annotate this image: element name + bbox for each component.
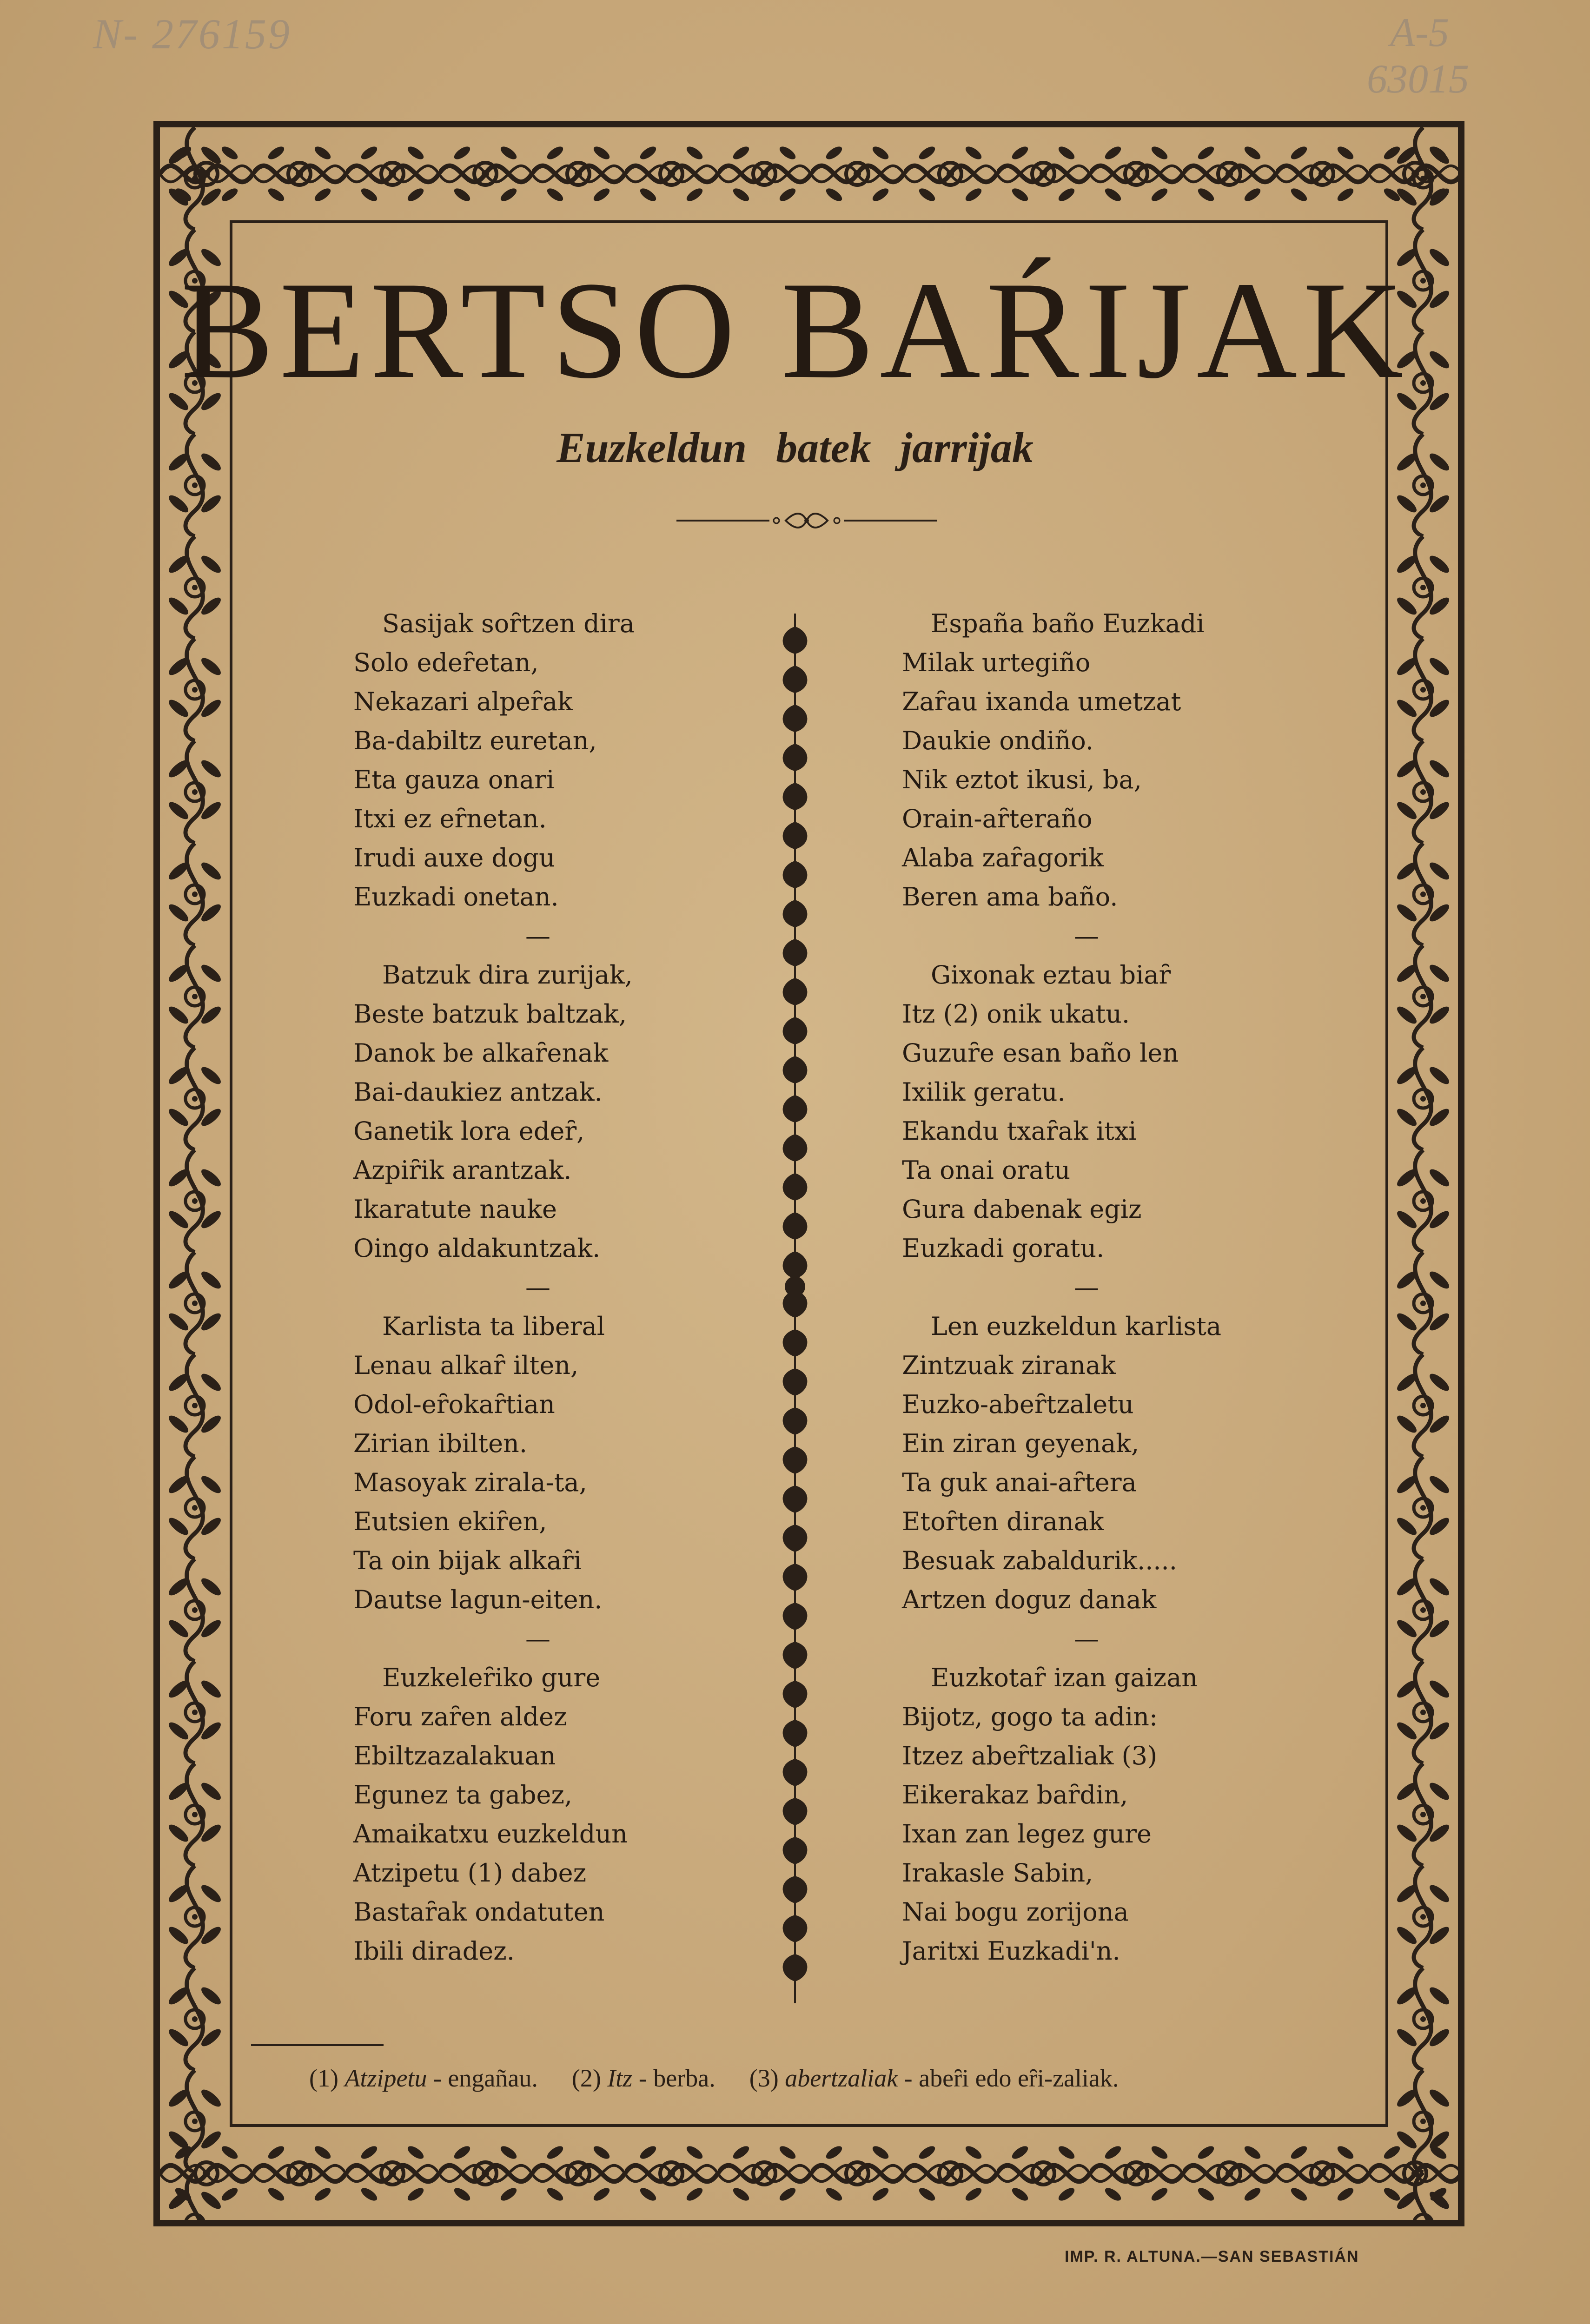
verse-line: Eta gauza onari [353, 765, 555, 794]
verse-line: Eikerakaz baȓdin, [902, 1780, 1128, 1809]
verse-line: Nekazari alpeȓak [353, 687, 573, 716]
verse-line: Ta oin bijak alkaȓi [353, 1546, 582, 1575]
archive-code-line2: 63015 [1367, 57, 1469, 102]
verse-line: Azpiȓik arantzak. [353, 1155, 572, 1185]
verse-line: Beste batzuk baltzak, [353, 999, 627, 1029]
stanza [902, 956, 1320, 1268]
verse-line: Ebiltzazalakuan [353, 1741, 556, 1770]
footnote-rule [251, 2044, 384, 2046]
stanza-separator: — [1074, 1624, 1099, 1653]
verse-line: Euzko-abeȓtzaletu [902, 1390, 1134, 1419]
left-poem-column [353, 604, 772, 1971]
title-divider-ornament [676, 509, 937, 532]
verse-line: Irudi auxe dogu [353, 843, 555, 872]
verse-line: Masoyak zirala-ta, [353, 1468, 587, 1497]
verse-line: Itz (2) onik ukatu. [902, 999, 1130, 1029]
footnotes [309, 2064, 1119, 2093]
verse-line: Daukie ondiño. [902, 726, 1094, 755]
verse-line: Gixonak eztau biaȓ [931, 960, 1171, 990]
verse-line: Dautse lagun-eiten. [353, 1585, 603, 1614]
verse-line: Odol-eȓokaȓtian [353, 1390, 555, 1419]
verse-line: Ta guk anai-aȓtera [902, 1468, 1137, 1497]
verse-line: Ikaratute nauke [353, 1195, 557, 1224]
archive-number: N- 276159 [93, 10, 292, 58]
verse-line: Foru zaȓen aldez [353, 1702, 567, 1731]
stanza [353, 604, 772, 917]
verse-line: España baño Euzkadi [931, 609, 1205, 638]
right-poem-column [902, 604, 1320, 1971]
verse-line: Irakasle Sabin, [902, 1858, 1093, 1888]
verse-line: Sasijak soȓtzen dira [382, 609, 635, 638]
verse-line: Alaba zaȓagorik [902, 843, 1104, 872]
stanza [353, 1658, 772, 1971]
verse-line: Oingo aldakuntzak. [353, 1234, 601, 1263]
verse-line: Ta onai oratu [902, 1155, 1071, 1185]
verse-line: Artzen doguz danak [902, 1585, 1157, 1614]
footnote-1: (1) Atzipetu - engañau. [309, 2064, 538, 2092]
stanza-separator: — [525, 921, 550, 951]
center-vine-ornament [772, 614, 818, 2003]
verse-line: Euzkadi goratu. [902, 1234, 1105, 1263]
frame-top-ornament [160, 127, 1458, 220]
stanza-separator: — [525, 1624, 550, 1653]
stanza [353, 1307, 772, 1619]
verse-line: Ba-dabiltz euretan, [353, 726, 597, 755]
page-title: BERTSO BAŔIJAK [181, 253, 1409, 407]
verse-line: Etoȓten diranak [902, 1507, 1104, 1536]
verse-line: Itzez abeȓtzaliak (3) [902, 1741, 1158, 1770]
verse-line: Gura dabenak egiz [902, 1195, 1142, 1224]
verse-line: Bai-daukiez antzak. [353, 1077, 603, 1107]
archive-code-line1: A-5 [1390, 10, 1450, 55]
verse-line: Ekandu txaȓak itxi [902, 1116, 1137, 1146]
stanza [902, 1658, 1320, 1971]
verse-line: Zirian ibilten. [353, 1429, 527, 1458]
verse-line: Batzuk dira zurijak, [382, 960, 633, 990]
verse-line: Eutsien ekiȓen, [353, 1507, 547, 1536]
verse-line: Euzkotaȓ izan gaizan [931, 1663, 1198, 1692]
verse-line: Ixilik geratu. [902, 1077, 1066, 1107]
verse-line: Zintzuak ziranak [902, 1351, 1116, 1380]
verse-line: Beren ama baño. [902, 882, 1118, 911]
verse-line: Besuak zabaldurik..... [902, 1546, 1177, 1575]
verse-line: Danok be alkaȓenak [353, 1038, 609, 1068]
stanza [902, 604, 1320, 917]
verse-line: Atzipetu (1) dabez [353, 1858, 587, 1888]
verse-line: Jaritxi Euzkadi'n. [902, 1936, 1120, 1966]
printer-imprint: IMP. R. ALTUNA.—SAN SEBASTIÁN [1065, 2248, 1359, 2265]
verse-line: Lenau alkaȓ ilten, [353, 1351, 579, 1380]
verse-line: Orain-aȓteraño [902, 804, 1093, 833]
verse-line: Guzuȓe esan baño len [902, 1038, 1179, 1068]
stanza-separator: — [1074, 1273, 1099, 1302]
verse-line: Bijotz, gogo ta adin: [902, 1702, 1158, 1731]
verse-line: Itxi ez eȓnetan. [353, 804, 547, 833]
verse-line: Ixan zan legez gure [902, 1819, 1152, 1849]
verse-line: Amaikatxu euzkeldun [353, 1819, 628, 1849]
verse-line: Ganetik lora edeȓ, [353, 1116, 585, 1146]
page-subtitle: Euzkeldun batek jarrijak [556, 424, 1034, 471]
verse-line: Karlista ta liberal [382, 1312, 605, 1341]
verse-line: Ein ziran geyenak, [902, 1429, 1140, 1458]
stanza [902, 1307, 1320, 1619]
verse-line: Solo edeȓetan, [353, 648, 539, 677]
verse-line: Len euzkeldun karlista [931, 1312, 1222, 1341]
verse-line: Ibili diradez. [353, 1936, 515, 1966]
verse-line: Bastaȓak ondatuten [353, 1897, 605, 1927]
verse-line: Egunez ta gabez, [353, 1780, 573, 1809]
verse-line: Nai bogu zorijona [902, 1897, 1129, 1927]
verse-line: Euzkeleȓiko gure [382, 1663, 601, 1692]
verse-line: Milak urtegiño [902, 648, 1091, 677]
stanza-separator: — [1074, 921, 1099, 951]
verse-line: Euzkadi onetan. [353, 882, 559, 911]
verse-line: Zaȓau ixanda umetzat [902, 687, 1181, 716]
stanza-separator: — [525, 1273, 550, 1302]
frame-bottom-ornament [160, 2127, 1458, 2220]
verse-line: Nik eztot ikusi, ba, [902, 765, 1142, 794]
footnote-2: (2) Itz - berba. [571, 2064, 716, 2092]
stanza [353, 956, 772, 1268]
footnote-3: (3) abertzaliak - abeȓi edo eȓi-zaliak. [749, 2064, 1119, 2092]
